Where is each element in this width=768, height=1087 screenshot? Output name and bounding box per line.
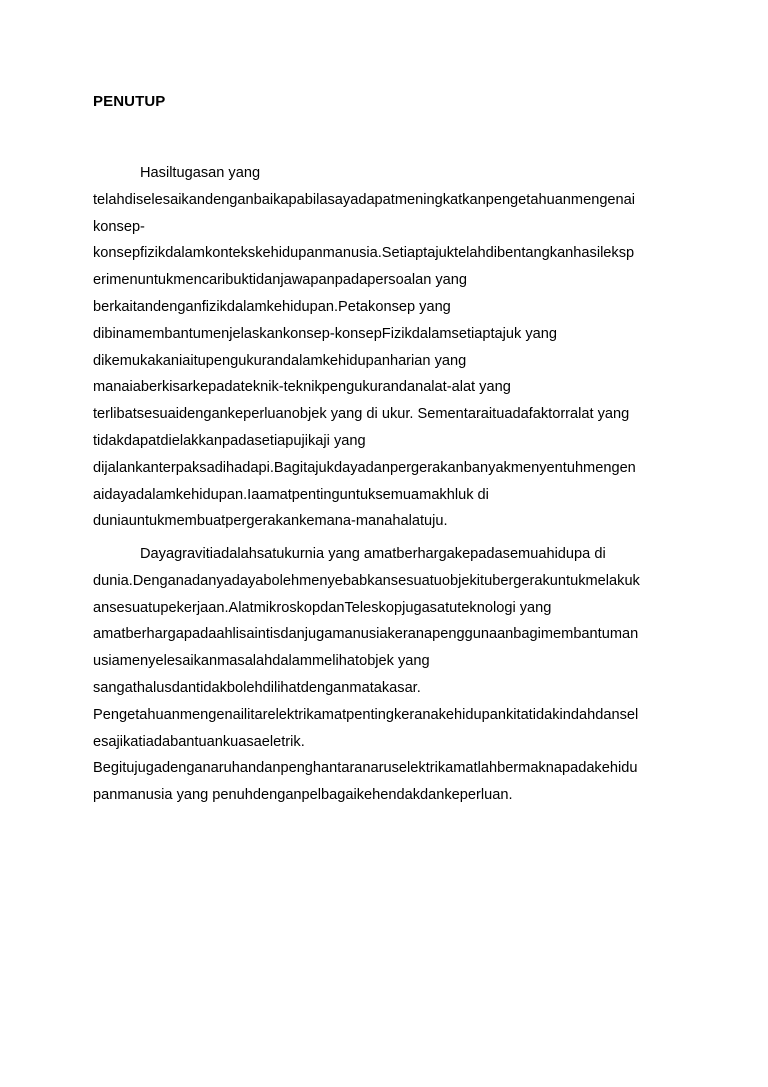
- text-line: amatberhargapadaahlisaintisdanjugamanusiakeranapenggunaanbagimembantuman: [93, 626, 639, 643]
- text-line: tidakdapatdielakkanpadasetiapujikaji yang: [93, 432, 366, 449]
- text-line: Hasiltugasan yang: [140, 165, 261, 181]
- text-line: terlibatsesuaidengankeperluanobjek yang di ukur. Sementaraituadafaktorralat yang: [93, 406, 630, 423]
- text-line: dibinamembantumenjelaskankonsep-konsepFizikdalamsetiaptajuk yang: [93, 325, 558, 342]
- text-line: duniauntukmembuatpergerakankemana-manahalatuju.: [93, 513, 448, 530]
- text-line: aidayadalamkehidupan.Iaamatpentinguntuksemuamakhluk di: [93, 486, 489, 503]
- paragraph-2: [93, 541, 693, 809]
- text-line: Dayagravitiadalahsatukurnia yang amatberhargakepadasemuahidupa di: [140, 546, 606, 562]
- text-line: konsepfizikdalamkontekskehidupanmanusia.Setiaptajuktelahdibentangkanhasileksp: [93, 245, 635, 262]
- paragraph-1: [93, 160, 693, 535]
- text-line: berkaitandenganfizikdalamkehidupan.Petakonsep yang: [93, 298, 451, 315]
- text-line: esajikatiadabantuankuasaeletrik.: [93, 733, 305, 750]
- text-line: ansesuatupekerjaan.AlatmikroskopdanTeleskopjugasatuteknologi yang: [93, 599, 552, 616]
- text-line: konsep-: [93, 218, 145, 235]
- text-line: erimenuntukmencaribuktidanjawapanpadapersoalan yang: [93, 272, 468, 289]
- section-heading: PENUTUP: [93, 93, 166, 110]
- text-line: sangathalusdantidakbolehdilihatdenganmatakasar.: [93, 679, 421, 696]
- text-line: manaiaberkisarkepadateknik-teknikpengukurandanalat-alat yang: [93, 379, 511, 396]
- text-line: telahdiselesaikandenganbaikapabilasayadapatmeningkatkanpengetahuanmengenai: [93, 191, 636, 208]
- text-line: dikemukakaniaitupengukurandalamkehidupanharian yang: [93, 352, 467, 369]
- text-line: Begitujugadenganaruhandanpenghantaranaruselektrikamatlahbermaknapadakehidu: [93, 760, 638, 777]
- text-line: dijalankanterpaksadihadapi.Bagitajukdayadanpergerakanbanyakmenyentuhmengen: [93, 459, 636, 476]
- text-line: Pengetahuanmengenailitarelektrikamatpentingkeranakehidupankitatidakindahdansel: [93, 706, 639, 723]
- text-line: panmanusia yang penuhdenganpelbagaikehendakdankeperluan.: [93, 787, 513, 804]
- text-line: dunia.Denganadanyadayabolehmenyebabkansesuatuobjekitubergerakuntukmelakuk: [93, 572, 640, 589]
- text-line: usiamenyelesaikanmasalahdalammelihatobjek yang: [93, 653, 430, 670]
